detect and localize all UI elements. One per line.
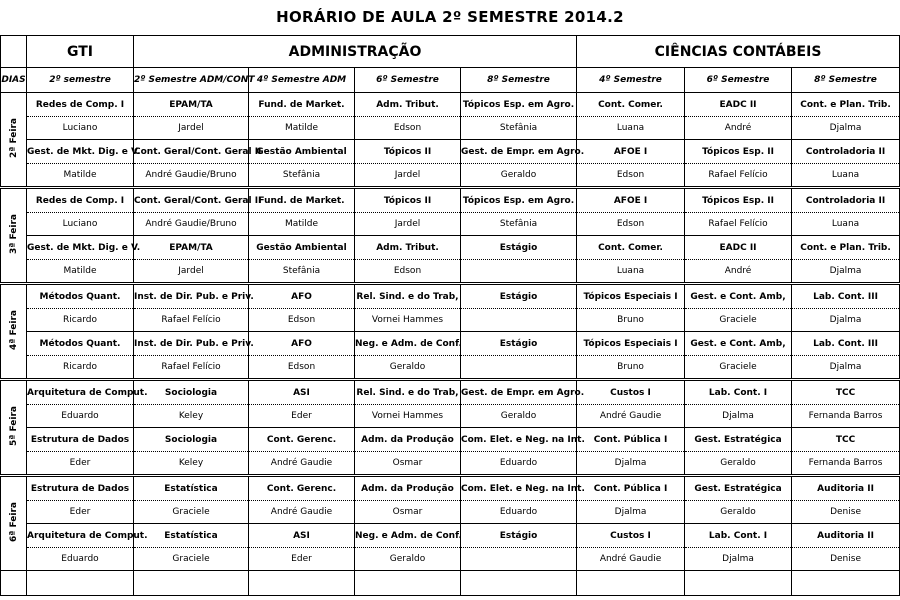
professor-cell: Geraldo [685,452,792,475]
subject-cell: Lab. Cont. I [685,381,792,405]
professor-cell: Graciele [685,356,792,379]
subject-cell: Cont. Gerenc. [249,477,355,501]
professor-row [1,260,900,283]
subject-cell: Lab. Cont. III [792,332,900,356]
professor-cell [461,548,577,571]
professor-cell: Eduardo [27,405,134,428]
professor-cell: Matilde [27,260,134,283]
day-label: 3ª Feira [8,214,19,254]
professor-cell: Edson [577,213,685,236]
subject-cell: Estatística [134,524,249,548]
subject-cell: Cont. Pública I [577,428,685,452]
subject-cell: Adm. Tribut. [355,236,461,260]
subject-cell: AFO [249,285,355,309]
semester-header: 8º Semestre [792,68,900,93]
subject-cell: Tópicos Esp. em Agro. [461,189,577,213]
professor-cell: Djalma [577,452,685,475]
subject-row [1,93,900,117]
professor-row [1,501,900,524]
subject-cell: Com. Elet. e Neg. na Int. [461,428,577,452]
page-title: HORÁRIO DE AULA 2º SEMESTRE 2014.2 [276,8,624,26]
semester-header: 6º Semestre [685,68,792,93]
subject-cell: Estágio [461,332,577,356]
professor-cell: Rafael Felício [685,164,792,187]
day-label: 5ª Feira [8,406,19,446]
subject-cell: Estágio [461,524,577,548]
semester-header: 2º Semestre ADM/CONT [134,68,249,93]
professor-cell: Geraldo [355,356,461,379]
professor-cell: Vornei Hammes [355,309,461,332]
professor-cell: Bruno [577,309,685,332]
subject-cell: Controladoria II [792,189,900,213]
professor-row [1,164,900,187]
subject-cell: Cont. Pública I [577,477,685,501]
subject-cell: Adm. da Produção [355,428,461,452]
subject-cell: Estágio [461,236,577,260]
professor-cell: Jardel [355,213,461,236]
blank-cell [1,571,27,596]
subject-row [1,428,900,452]
professor-cell: Stefânia [461,117,577,140]
professor-cell: Geraldo [355,548,461,571]
professor-cell: Keley [134,405,249,428]
subject-cell: AFO [249,332,355,356]
professor-cell [461,260,577,283]
blank-cell [134,571,249,596]
professor-cell: Matilde [249,213,355,236]
subject-cell: AFOE I [577,189,685,213]
professor-cell: Edson [355,260,461,283]
day-cell [1,285,27,379]
semester-header: 4º Semestre ADM [249,68,355,93]
professor-cell: Eduardo [461,501,577,524]
subject-cell: ASI [249,381,355,405]
day-cell [1,93,27,187]
subject-cell: TCC [792,428,900,452]
professor-cell: Eder [27,501,134,524]
professor-cell: Luciano [27,213,134,236]
blank-cell [249,571,355,596]
professor-cell: Luciano [27,117,134,140]
subject-cell: Neg. e Adm. de Conf. [355,332,461,356]
professor-cell: Djalma [685,405,792,428]
professor-row [1,309,900,332]
professor-cell: Osmar [355,452,461,475]
professor-row [1,548,900,571]
subject-row [1,524,900,548]
blank-cell [792,571,900,596]
professor-cell: Eduardo [27,548,134,571]
subject-cell: Cont. Comer. [577,93,685,117]
subject-cell: Auditoria II [792,477,900,501]
subject-cell: Fund. de Market. [249,93,355,117]
subject-cell: EADC II [685,236,792,260]
professor-cell: Jardel [355,164,461,187]
subject-cell: Cont. Geral/Cont. Geral II [134,140,249,164]
subject-cell: Gestão Ambiental [249,140,355,164]
corner-cell [1,36,27,68]
professor-cell: Fernanda Barros [792,405,900,428]
subject-cell: Métodos Quant. [27,332,134,356]
subject-cell: Tópicos II [355,189,461,213]
professor-cell: André [685,117,792,140]
professor-cell: Edson [577,164,685,187]
subject-cell: EADC II [685,93,792,117]
professor-cell: Djalma [577,501,685,524]
professor-row [1,117,900,140]
professor-cell: Jardel [134,260,249,283]
professor-cell: Stefânia [249,260,355,283]
professor-cell: André [685,260,792,283]
professor-cell: Denise [792,501,900,524]
professor-cell: Graciele [134,548,249,571]
subject-cell: Rel. Sind. e do Trab, [355,381,461,405]
subject-cell: Gest. Estratégica [685,428,792,452]
subject-cell: Neg. e Adm. de Conf. [355,524,461,548]
subject-cell: Tópicos Especiais I [577,332,685,356]
professor-cell: André Gaudie/Bruno [134,164,249,187]
subject-cell: Gest. e Cont. Amb, [685,285,792,309]
day-cell [1,381,27,475]
group-gti: GTI [27,36,134,68]
blank-cell [27,571,134,596]
professor-cell: André Gaudie [577,548,685,571]
professor-cell: Ricardo [27,356,134,379]
subject-cell: Cont. Comer. [577,236,685,260]
professor-cell: Djalma [792,117,900,140]
subject-cell: ASI [249,524,355,548]
day-cell [1,189,27,283]
group-administracao: ADMINISTRAÇÃO [134,36,577,68]
professor-cell: Eder [27,452,134,475]
professor-cell: Rafael Felício [134,356,249,379]
subject-row [1,477,900,501]
professor-cell: Graciele [685,309,792,332]
subject-cell: Sociologia [134,428,249,452]
subject-cell: Adm. da Produção [355,477,461,501]
subject-cell: Auditoria II [792,524,900,548]
professor-cell: Eder [249,405,355,428]
subject-cell: Inst. de Dir. Pub. e Priv. [134,332,249,356]
semester-header: 2º semestre [27,68,134,93]
subject-cell: Lab. Cont. I [685,524,792,548]
professor-row [1,356,900,379]
dias-header: DIAS [1,68,27,93]
subject-cell: Fund. de Market. [249,189,355,213]
subject-cell: Cont. Gerenc. [249,428,355,452]
professor-cell: Rafael Felício [134,309,249,332]
subject-cell: Custos I [577,524,685,548]
professor-cell: Matilde [27,164,134,187]
subject-cell: Gest. de Empr. em Agro. [461,140,577,164]
professor-cell: Vornei Hammes [355,405,461,428]
professor-cell [461,356,577,379]
professor-cell: Edson [355,117,461,140]
semester-header: 8º Semestre [461,68,577,93]
professor-cell: Geraldo [461,405,577,428]
professor-cell: Luana [577,117,685,140]
subject-row [1,285,900,309]
schedule-body [1,93,900,596]
professor-cell: Ricardo [27,309,134,332]
professor-cell: Matilde [249,117,355,140]
subject-cell: Arquitetura de Comput. [27,381,134,405]
subject-cell: EPAM/TA [134,93,249,117]
subject-cell: Inst. de Dir. Pub. e Priv. [134,285,249,309]
subject-cell: Cont. e Plan. Trib. [792,236,900,260]
subject-row [1,236,900,260]
subject-cell: Tópicos Esp. II [685,189,792,213]
subject-cell: Gest. de Empr. em Agro. [461,381,577,405]
subject-cell: Métodos Quant. [27,285,134,309]
subject-cell: AFOE I [577,140,685,164]
blank-cell [461,571,577,596]
schedule-table [0,35,900,596]
subject-cell: Gest. e Cont. Amb, [685,332,792,356]
subject-cell: Tópicos II [355,140,461,164]
day-label: 2ª Feira [8,118,19,158]
subject-cell: Redes de Comp. I [27,189,134,213]
subject-cell: Tópicos Especiais I [577,285,685,309]
professor-cell: Geraldo [461,164,577,187]
subject-row [1,381,900,405]
subject-cell: Cont. e Plan. Trib. [792,93,900,117]
subject-cell: EPAM/TA [134,236,249,260]
subject-cell: Tópicos Esp. II [685,140,792,164]
professor-cell: Osmar [355,501,461,524]
subject-cell: Redes de Comp. I [27,93,134,117]
professor-row [1,213,900,236]
professor-cell: Denise [792,548,900,571]
professor-cell: Eder [249,548,355,571]
professor-cell: Edson [249,356,355,379]
semester-header: 4º Semestre [577,68,685,93]
subject-cell: Estrutura de Dados [27,428,134,452]
professor-row [1,452,900,475]
professor-cell: Jardel [134,117,249,140]
professor-cell: Rafael Felício [685,213,792,236]
professor-cell: Fernanda Barros [792,452,900,475]
subject-row [1,140,900,164]
professor-cell: Luana [792,213,900,236]
subject-cell: Sociologia [134,381,249,405]
professor-cell: Stefânia [461,213,577,236]
professor-cell: Djalma [685,548,792,571]
semester-header: 6º Semestre [355,68,461,93]
professor-cell: Luana [792,164,900,187]
day-label: 6ª Feira [8,502,19,542]
subject-row [1,189,900,213]
professor-cell: Djalma [792,356,900,379]
subject-cell: Custos I [577,381,685,405]
professor-cell: Stefânia [249,164,355,187]
subject-row [1,332,900,356]
subject-cell: Lab. Cont. III [792,285,900,309]
blank-cell [577,571,685,596]
blank-row [1,571,900,596]
subject-cell: Cont. Geral/Cont. Geral II [134,189,249,213]
professor-cell: Edson [249,309,355,332]
professor-row [1,405,900,428]
professor-cell: André Gaudie [249,501,355,524]
subject-cell: Gest. de Mkt. Dig. e V. [27,140,134,164]
subject-cell: Gestão Ambiental [249,236,355,260]
professor-cell: Eduardo [461,452,577,475]
subject-cell: Gest. Estratégica [685,477,792,501]
professor-cell: Geraldo [685,501,792,524]
subject-cell: Arquitetura de Comput. [27,524,134,548]
professor-cell: André Gaudie [249,452,355,475]
subject-cell: Controladoria II [792,140,900,164]
blank-cell [355,571,461,596]
subject-cell: Estrutura de Dados [27,477,134,501]
professor-cell [461,309,577,332]
professor-cell: André Gaudie/Bruno [134,213,249,236]
day-cell [1,477,27,571]
day-label: 4ª Feira [8,310,19,350]
subject-cell: Tópicos Esp. em Agro. [461,93,577,117]
subject-cell: Gest. de Mkt. Dig. e V. [27,236,134,260]
subject-cell: Adm. Tribut. [355,93,461,117]
professor-cell: Djalma [792,260,900,283]
blank-cell [685,571,792,596]
subject-cell: TCC [792,381,900,405]
subject-cell: Com. Elet. e Neg. na Int. [461,477,577,501]
professor-cell: Luana [577,260,685,283]
subject-cell: Estatística [134,477,249,501]
professor-cell: Bruno [577,356,685,379]
professor-cell: Graciele [134,501,249,524]
subject-cell: Estágio [461,285,577,309]
group-ciencias-contabeis: CIÊNCIAS CONTÁBEIS [577,36,900,68]
professor-cell: André Gaudie [577,405,685,428]
professor-cell: Djalma [792,309,900,332]
subject-cell: Rel. Sind. e do Trab, [355,285,461,309]
professor-cell: Keley [134,452,249,475]
